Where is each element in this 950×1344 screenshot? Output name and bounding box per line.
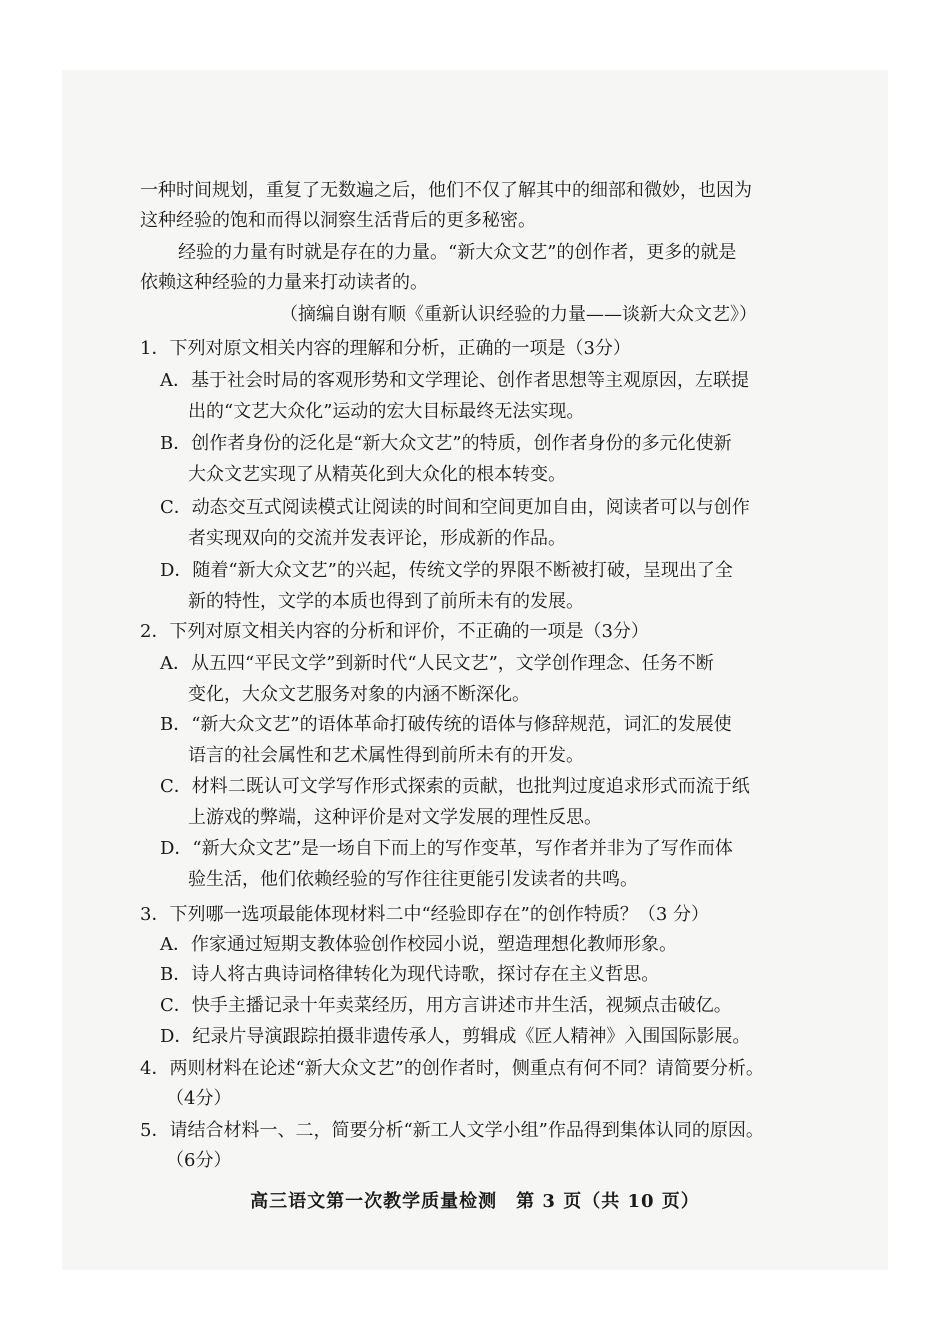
q2-option-b-cont: 语言的社会属性和艺术属性得到前所未有的开发。 (188, 745, 584, 766)
q1-option-b-cont: 大众文艺实现了从精英化到大众化的根本转变。 (188, 464, 566, 485)
q1-option-c: C．动态交互式阅读模式让阅读的时间和空间更加自由，阅读者可以与创作 (160, 497, 750, 518)
q3-option-b: B．诗人将古典诗词格律转化为现代诗歌，探讨存在主义哲思。 (160, 964, 660, 985)
q2-option-b: B．“新大众文艺”的语体革命打破传统的语体与修辞规范，词汇的发展使 (160, 714, 732, 735)
q3-option-c: C．快手主播记录十年卖菜经历，用方言讲述市井生活，视频点击破亿。 (160, 995, 732, 1016)
question-5-score: （6分） (166, 1150, 232, 1171)
q3-option-d: D．纪录片导演跟踪拍摄非遗传承人，剪辑成《匠人精神》入围国际影展。 (160, 1026, 751, 1047)
passage-line-3: 经验的力量有时就是存在的力量。“新大众文艺”的创作者，更多的就是 (178, 242, 737, 263)
passage-line-4: 依赖这种经验的力量来打动读者的。 (140, 272, 428, 293)
q2-option-c: C．材料二既认可文学写作形式探索的贡献，也批判过度追求形式而流于纸 (160, 776, 750, 797)
passage-line-1: 一种时间规划，重复了无数遍之后，他们不仅了解其中的细部和微妙，也因为 (140, 180, 752, 201)
question-3-stem: 3．下列哪一选项最能体现材料二中“经验即存在”的创作特质？（3 分） (140, 904, 710, 925)
q1-option-d: D．随着“新大众文艺”的兴起，传统文学的界限不断被打破，呈现出了全 (160, 560, 733, 581)
q2-option-a: A．从五四“平民文学”到新时代“人民文艺”，文学创作理念、任务不断 (160, 653, 714, 674)
question-2-stem: 2．下列对原文相关内容的分析和评价，不正确的一项是（3分） (140, 621, 649, 642)
question-5-stem: 5．请结合材料一、二，简要分析“新工人文学小组”作品得到集体认同的原因。 (140, 1120, 764, 1141)
passage-line-2: 这种经验的饱和而得以洞察生活背后的更多秘密。 (140, 210, 536, 231)
question-1-stem: 1．下列对原文相关内容的理解和分析，正确的一项是（3分） (140, 338, 631, 359)
passage-source: （摘编自谢有顺《重新认识经验的力量——谈新大众文艺》） (280, 304, 757, 325)
q1-option-a: A．基于社会时局的客观形势和文学理论、创作者思想等主观原因，左联提 (160, 370, 749, 391)
question-4-stem: 4．两则材料在论述“新大众文艺”的创作者时，侧重点有何不同？请简要分析。 (140, 1058, 764, 1079)
q2-option-c-cont: 上游戏的弊端，这种评价是对文学发展的理性反思。 (188, 807, 602, 828)
q1-option-a-cont: 出的“文艺大众化”运动的宏大目标最终无法实现。 (188, 401, 585, 422)
question-4-score: （4分） (166, 1088, 232, 1109)
q1-option-d-cont: 新的特性，文学的本质也得到了前所未有的发展。 (188, 591, 584, 612)
page-footer: 高三语文第一次教学质量检测 第 3 页（共 10 页） (250, 1191, 700, 1212)
q1-option-b: B．创作者身份的泛化是“新大众文艺”的特质，创作者身份的多元化使新 (160, 433, 732, 454)
q2-option-d-cont: 验生活，他们依赖经验的写作往往更能引发读者的共鸣。 (188, 869, 638, 890)
q2-option-a-cont: 变化，大众文艺服务对象的内涵不断深化。 (188, 684, 530, 705)
q3-option-a: A．作家通过短期支教体验创作校园小说，塑造理想化教师形象。 (160, 934, 677, 955)
q2-option-d: D．“新大众文艺”是一场自下而上的写作变革，写作者并非为了写作而体 (160, 838, 733, 859)
q1-option-c-cont: 者实现双向的交流并发表评论，形成新的作品。 (188, 528, 566, 549)
